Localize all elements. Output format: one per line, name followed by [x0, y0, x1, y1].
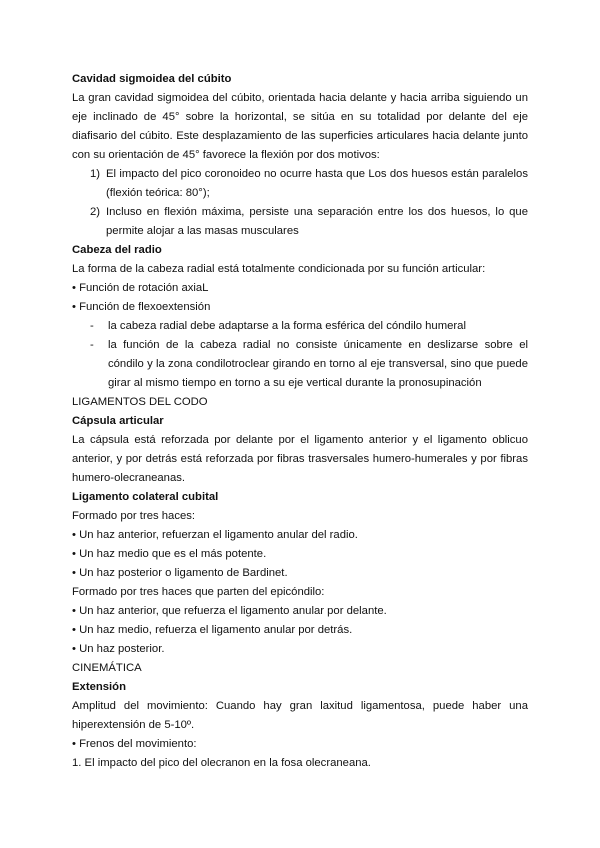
- section-title-cabeza-radio: Cabeza del radio: [72, 244, 162, 256]
- bullet-line: • Un haz posterior.: [72, 643, 165, 655]
- section-title-extension: Extensión: [72, 681, 126, 693]
- bullet-line: • Un haz anterior, que refuerza el ligamento anular por delante.: [72, 605, 387, 617]
- dash-list: [72, 317, 528, 393]
- numbered-item-2: [72, 203, 528, 241]
- numbered-line: 1. El impacto del pico del olecranon en la fosa olecraneana.: [72, 757, 371, 769]
- section-title-cavidad: Cavidad sigmoidea del cúbito: [72, 73, 232, 85]
- paragraph-cavidad: La gran cavidad sigmoidea del cúbito, orientada hacia delante y hacia arriba siguiendo un eje inclinado de 45° sobre la horizontal, se sitúa en su totalidad por delante del eje diafisario del cúbito. Este desplazamiento de las superficies articulares hacia delante junto con su orientación de 45° favorece la flexión por dos motivos:: [72, 92, 528, 161]
- bullet-flexoextension: • Función de flexoextensión: [72, 301, 211, 313]
- dash-item-1: [72, 317, 528, 336]
- dash-text: la cabeza radial debe adaptarse a la forma esférica del cóndilo humeral: [108, 320, 466, 332]
- item-text: El impacto del pico coronoideo no ocurre hasta que Los dos huesos están paralelos (flexión teórica: 80°);: [106, 168, 528, 199]
- bullet-line: • Un haz medio que es el más potente.: [72, 548, 267, 560]
- dash-mark: -: [90, 339, 94, 351]
- bullet-line: • Un haz posterior o ligamento de Bardinet.: [72, 567, 288, 579]
- section-title-ligamentos: LIGAMENTOS DEL CODO: [72, 396, 208, 408]
- bullet-line: • Un haz medio, refuerza el ligamento anular por detrás.: [72, 624, 353, 636]
- paragraph-extension: Amplitud del movimiento: Cuando hay gran laxitud ligamentosa, puede haber una hiperextensión de 5-10º.: [72, 700, 528, 731]
- text-line: Formado por tres haces que parten del epicóndilo:: [72, 586, 325, 598]
- paragraph-capsula: La cápsula está reforzada por delante por el ligamento anterior y el ligamento oblicuo anterior, y por detrás está reforzada por fibras trasversales humero-humerales y por fibras humero-olecraneanas.: [72, 434, 528, 484]
- item-text: Incluso en flexión máxima, persiste una separación entre los dos huesos, lo que permite alojar a las masas musculares: [106, 206, 528, 237]
- text-line: Formado por tres haces:: [72, 510, 196, 522]
- dash-mark: -: [90, 320, 94, 332]
- section-title-ligamento-colateral: Ligamento colateral cubital: [72, 491, 219, 503]
- dash-item-2: [72, 336, 528, 393]
- item-number: 1): [90, 168, 101, 180]
- bullet-frenos: • Frenos del movimiento:: [72, 738, 197, 750]
- section-title-capsula: Cápsula articular: [72, 415, 164, 427]
- numbered-item-1: [72, 165, 528, 203]
- numbered-list: [72, 165, 528, 241]
- section-title-cinematica: CINEMÁTICA: [72, 662, 142, 674]
- bullet-rotacion: • Función de rotación axiaL: [72, 282, 209, 294]
- item-number: 2): [90, 206, 101, 218]
- paragraph-cabeza-radio: La forma de la cabeza radial está totalmente condicionada por su función articular:: [72, 263, 486, 275]
- bullet-line: • Un haz anterior, refuerzan el ligamento anular del radio.: [72, 529, 358, 541]
- dash-text: la función de la cabeza radial no consiste únicamente en deslizarse sobre el cóndilo y la zona condilotroclear girando en torno al eje transversal, sino que puede girar al mismo tiempo en torno a su eje vertical durante la pronosupinación: [108, 339, 528, 389]
